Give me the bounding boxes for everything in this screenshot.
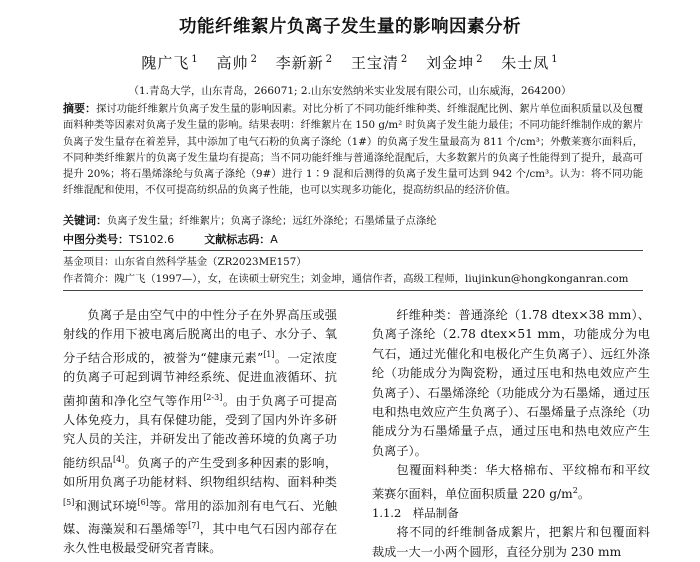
paper-title: 功能纤维絮片负离子发生量的影响因素分析 (179, 17, 521, 37)
fund-info (63, 254, 643, 270)
citation: [6] (137, 497, 149, 507)
body-paragraph: 负离子是由空气中的中性分子在外界高压或强射线的作用下被电离后脱离出的电子、水分子、氧分子结合形成的，被誉为“健康元素”[1]。一定浓度的负离子可起到调节神经系统、促进血液循环、抗菌抑菌和净化空气等作用[2-3]。由于负离子可提高人体免疫力，具有保健功能，受到了国内外许多研究人员的关注，并研发出了能改善环境的负离子功能纺织品[4]。负离子的产生受到多种因素的影响，如所用负离子功能材料、织物组织结构、面料种类[5]和测试环境[6]等。常用的添加剂有电气石、光触媒、海藻炭和石墨烯等[7]，其中电气石因内部存在永久性电极最受研究者青睐。 (63, 308, 338, 556)
fund-text: 山东省自然科学基金（ZR2023ME157） (114, 256, 307, 268)
body-column-left (63, 306, 337, 559)
doc-code-label: 文献标志码： (204, 233, 271, 246)
author: 刘金坤 $^2$ (426, 54, 484, 72)
author: 李新新 $^2$ (275, 54, 334, 72)
divider (63, 290, 643, 291)
keywords-text: 负离子发生量；纤维絮片；负离子涤纶；远红外涤纶；石墨烯量子点涤纶 (107, 215, 437, 227)
citation: [2-3] (203, 392, 223, 402)
abstract (63, 101, 643, 199)
body-paragraph: 纤维种类：普通涤纶（1.78 dtex×38 mm）、负离子涤纶（2.78 dtex×51 mm，功能成分为电气石，通过光催化和电极化产生负离子）、远红外涤纶（功能成分为陶瓷粉，通过压电和热电效应产生负离子）、石墨烯涤纶（功能成分为石墨烯，通过压电和热电效应产生负离子）、石墨烯量子点涤纶（功能成分为石墨烯量子点，通过压电和热电效应产生负离子）。 (372, 308, 650, 458)
section-heading: 1.1.2 样品制备 (372, 506, 459, 521)
classification (63, 232, 643, 248)
citation: [7] (188, 521, 200, 531)
body-paragraph: 将不同的纤维制备成絮片，把絮片和包覆面料裁成一大一小两个圆形，直径分别为 230 mm (372, 525, 650, 559)
citation: [4] (113, 454, 125, 464)
author-bio (63, 271, 643, 287)
fund-label: 基金项目： (63, 256, 115, 268)
body-column-right (372, 306, 650, 562)
affiliation: （1.青岛大学，山东青岛，266071; 2.山东安然纳米实业发展有限公司，山东威海，264200） (128, 85, 572, 97)
author: 王宝清 $^2$ (350, 54, 409, 72)
divider (63, 250, 643, 251)
bio-text: 隗广飞（1997—），女，在读硕士研究生；刘金坤，通信作者，高级工程师，liujinkun@hongkonganran.com (114, 273, 629, 285)
citation: [5] (63, 497, 75, 507)
citation: [1] (263, 349, 275, 359)
abstract-text: 探讨功能纤维絮片负离子发生量的影响因素。对比分析了不同功能纤维种类、纤维混配比例、絮片单位面积质量以及包覆面料种类等因素对负离子发生量的影响。结果表明：纤维絮片在 150 g/m² 时负离子发生能力最佳；不同功能纤维制作成的絮片负离子发生量存在着差异，其中添加了电气石粉的负离子涤纶（1#）的负离子发生量最高为 811 个/cm³；外敷莱赛尔面料后，不同种类纤维絮片的负离子发生量均有提高；当不同功能纤维与普通涤纶混配后，大多数絮片的负离子性能得到了提升，最高可提升 20%；将石墨烯涤纶与负离子涤纶（9#）进行 1∶9 混和后测得的负离子发生量可达到 942 个/cm³。认为：将不同功能纤维混配和使用，不仅可提高纺织品的负离子性能，也可以实现多功能化，提高纺织品的经济价值。 (63, 103, 644, 197)
doc-code-value: A (270, 233, 278, 246)
author: 隗广飞 $^1$ (141, 54, 199, 72)
author-list (0, 52, 700, 73)
clc-value: TS102.6 (129, 233, 175, 246)
keywords-label: 关键词： (63, 214, 107, 227)
body-paragraph: 包覆面料种类：华大格棉布、平纹棉布和平纹莱赛尔面料，单位面积质量 220 $g/m^2$。 (372, 463, 650, 501)
keywords (63, 213, 643, 229)
author: 朱士凤 $^1$ (501, 54, 559, 72)
author: 高帅 $^2$ (216, 54, 258, 72)
clc-label: 中图分类号： (63, 233, 129, 246)
abstract-label: 摘要： (63, 102, 97, 115)
bio-label: 作者简介： (63, 273, 115, 285)
